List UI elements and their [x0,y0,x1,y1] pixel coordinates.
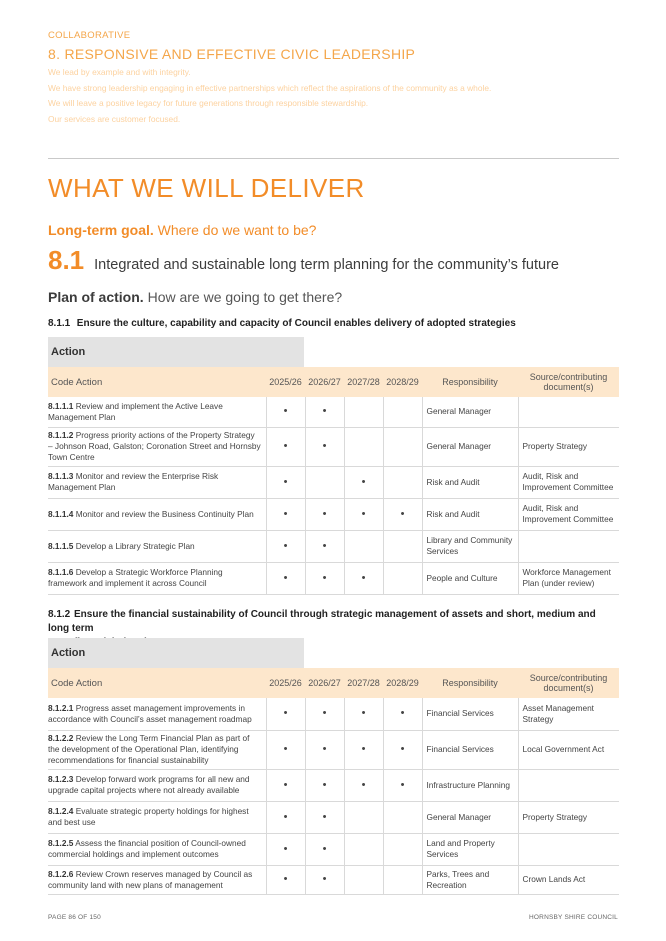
source-cell: Audit, Risk and Improvement Committee [518,498,619,530]
action-code: 8.1.2.5 [48,838,74,848]
action-description [48,498,266,530]
strategy-title: Ensure the culture, capability and capacity of Council enables delivery of adopted strategies [76,318,516,329]
table-row [48,865,619,894]
table-row [48,730,619,769]
table-row [48,397,619,427]
year-marker: • [305,730,344,769]
source-cell [518,397,619,427]
col-year: 2028/29 [383,367,422,397]
year-marker: • [383,698,422,730]
goal-statement [48,245,559,276]
col-year: 2025/26 [266,367,305,397]
action-description [48,730,266,769]
plan-of-action [48,289,342,305]
responsibility-cell: People and Culture [422,562,518,594]
year-marker: • [344,730,383,769]
year-marker: • [383,730,422,769]
source-cell: Audit, Risk and Improvement Committee [518,466,619,498]
strategy-heading [48,318,516,329]
action-table [48,367,619,595]
action-description [48,530,266,562]
page-number: PAGE 86 OF 150 [48,914,101,921]
col-year: 2027/28 [344,668,383,698]
action-text: Progress priority actions of the Property Strategy – Johnson Road, Galston; Coronation Street and Hornsby Town Centre [48,430,261,462]
source-cell: Property Strategy [518,801,619,833]
action-description [48,427,266,466]
goal-number: 8.1 [48,245,85,275]
year-marker: • [266,562,305,594]
council-name: HORNSBY SHIRE COUNCIL [529,914,618,921]
action-text: Develop a Strategic Workforce Planning framework and implement it across Council [48,567,223,588]
col-year: 2027/28 [344,367,383,397]
year-marker [344,801,383,833]
strategy-title: Ensure the financial sustainability of Council through strategic management of assets and short, medium and long term [48,609,596,634]
col-year: 2025/26 [266,668,305,698]
table-header-row [48,367,619,397]
action-code: 8.1.1.4 [48,508,74,519]
action-code: 8.1.2.6 [48,868,74,879]
year-marker: • [344,498,383,530]
action-text: Review the Long Term Financial Plan as part of the development of the Operational Plan, identifying recommendations for financial sustainability [48,733,250,765]
responsibility-cell: Risk and Audit [422,498,518,530]
source-cell: Local Government Act [518,730,619,769]
action-text: Assess the financial position of Council-owned commercial holdings and implement outcomes [48,838,246,859]
goal-question: Where do we want to be? [157,222,317,238]
year-marker: • [344,769,383,801]
table-row [48,562,619,594]
year-marker [383,397,422,427]
action-code: 8.1.1.6 [48,567,74,577]
year-marker [383,562,422,594]
year-marker [344,397,383,427]
year-marker [344,530,383,562]
year-marker: • [266,466,305,498]
responsibility-cell: General Manager [422,801,518,833]
long-term-goal [48,222,316,238]
action-header: Action [48,638,304,668]
action-description [48,466,266,498]
table-row [48,833,619,865]
action-text: Review and implement the Active Leave Management Plan [48,400,223,422]
source-cell [518,833,619,865]
year-marker [383,530,422,562]
col-source: Source/contributing document(s) [518,668,619,698]
source-cell: Workforce Management Plan (under review) [518,562,619,594]
table-row [48,427,619,466]
col-source: Source/contributing document(s) [518,367,619,397]
tagline: Our services are customer focused. [48,113,181,124]
year-marker: • [305,397,344,427]
year-marker: • [266,698,305,730]
year-marker [344,865,383,894]
col-code-action: Code Action [48,367,266,397]
responsibility-cell: Library and Community Services [422,530,518,562]
year-marker [383,865,422,894]
col-responsibility: Responsibility [422,367,518,397]
action-code: 8.1.1.3 [48,471,74,481]
year-marker: • [266,730,305,769]
category-label: COLLABORATIVE [48,30,131,41]
tagline: We will leave a positive legacy for future generations through responsible stewardship. [48,98,369,108]
action-text: Progress asset management improvements in accordance with Council’s asset management roadmap [48,702,252,724]
action-code: 8.1.2.3 [48,774,74,784]
year-marker [383,427,422,466]
year-marker: • [344,562,383,594]
year-marker [305,466,344,498]
year-marker [383,466,422,498]
action-description [48,698,266,730]
year-marker: • [305,801,344,833]
responsibility-cell: Financial Services [422,730,518,769]
action-text: Monitor and review the Enterprise Risk Management Plan [48,471,219,492]
year-marker: • [305,427,344,466]
responsibility-cell: Risk and Audit [422,466,518,498]
responsibility-cell: General Manager [422,397,518,427]
year-marker: • [383,769,422,801]
year-marker: • [305,562,344,594]
action-description [48,562,266,594]
year-marker: • [344,698,383,730]
source-cell [518,769,619,801]
col-year: 2028/29 [383,668,422,698]
table-header-row [48,668,619,698]
tagline-list [48,65,628,127]
year-marker: • [383,498,422,530]
table-row [48,698,619,730]
plan-question: How are we going to get there? [147,289,343,305]
responsibility-cell: Parks, Trees and Recreation [422,865,518,894]
responsibility-cell: Infrastructure Planning [422,769,518,801]
responsibility-cell: Land and Property Services [422,833,518,865]
year-marker: • [305,833,344,865]
year-marker: • [266,865,305,894]
tagline: We have strong leadership engaging in effective partnerships which reflect the aspirations of the community as a whole. [48,82,492,93]
year-marker: • [266,833,305,865]
col-year: 2026/27 [305,367,344,397]
year-marker [383,801,422,833]
source-cell: Property Strategy [518,427,619,466]
source-cell: Crown Lands Act [518,865,619,894]
year-marker: • [305,530,344,562]
year-marker: • [305,698,344,730]
action-text: Review Crown reserves managed by Council as community land with new plans of management [48,868,253,890]
action-code: 8.1.2.1 [48,702,74,713]
source-cell: Asset Management Strategy [518,698,619,730]
year-marker [344,833,383,865]
year-marker: • [305,498,344,530]
table-row [48,466,619,498]
tagline: We lead by example and with integrity. [48,67,191,77]
page-header [48,30,628,127]
section-title: WHAT WE WILL DELIVER [48,173,365,203]
action-text: Develop forward work programs for all new and upgrade capital projects where not already available [48,774,250,795]
source-cell [518,530,619,562]
action-table [48,668,619,895]
action-code: 8.1.1.1 [48,400,74,411]
year-marker: • [266,769,305,801]
action-text: Evaluate strategic property holdings for highest and best use [48,806,249,827]
action-text: Develop a Library Strategic Plan [75,540,195,551]
action-code: 8.1.2.2 [48,733,74,743]
goal-label: Long-term goal. [48,222,154,238]
year-marker: • [266,801,305,833]
responsibility-cell: General Manager [422,427,518,466]
year-marker: • [266,530,305,562]
col-year: 2026/27 [305,668,344,698]
year-marker: • [266,427,305,466]
action-text: Monitor and review the Business Continuity Plan [75,508,254,519]
action-description [48,833,266,865]
year-marker: • [266,498,305,530]
goal-text: Integrated and sustainable long term planning for the community’s future [94,257,559,273]
action-code: 8.1.2.4 [48,806,74,816]
action-code: 8.1.1.2 [48,430,74,440]
table-row [48,769,619,801]
table-row [48,530,619,562]
plan-label: Plan of action. [48,289,144,305]
year-marker: • [344,466,383,498]
action-code: 8.1.1.5 [48,540,74,551]
table-row [48,801,619,833]
responsibility-cell: Financial Services [422,698,518,730]
divider [48,158,619,159]
year-marker: • [266,397,305,427]
action-description [48,769,266,801]
table-row [48,498,619,530]
year-marker: • [305,769,344,801]
action-description [48,397,266,427]
col-responsibility: Responsibility [422,668,518,698]
strategy-number: 8.1.2 [48,609,71,620]
col-code-action: Code Action [48,668,266,698]
action-description [48,865,266,894]
strategy-number: 8.1.1 [48,318,71,329]
year-marker: • [305,865,344,894]
year-marker [344,427,383,466]
year-marker [383,833,422,865]
action-description [48,801,266,833]
theme-title: 8. RESPONSIVE AND EFFECTIVE CIVIC LEADERSHIP [48,46,416,62]
action-header: Action [48,337,304,367]
